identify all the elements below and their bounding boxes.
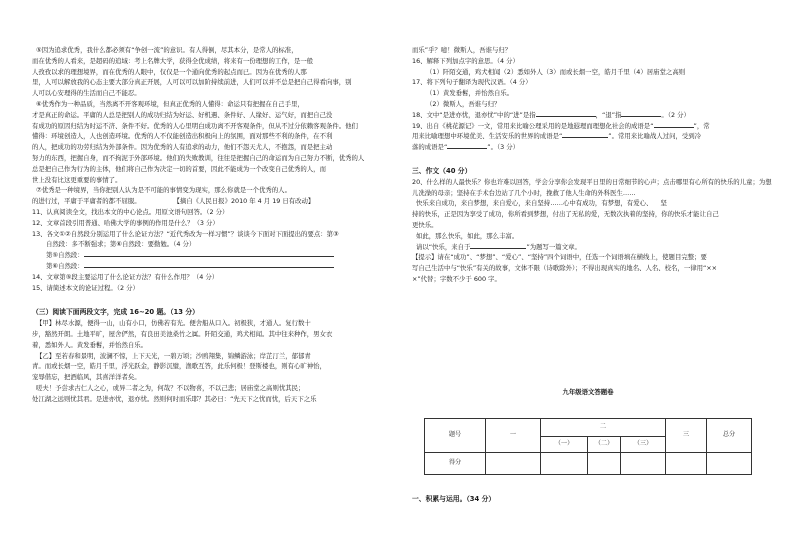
section-3-title: （三）阅读下面两段文字，完成 16~20 题。（13 分） [32,308,199,317]
question-16-items: （1）阡陌交通，鸡犬相闻（2）悉如外人（3）而或长烟一空，皓月千里（4）居庙堂之高则 [426,67,686,76]
sub-header-cell: （三） [621,437,666,453]
score-table [424,418,752,475]
question-12: 12、文章首段引用普通、哈佛大学的事例的作用是什么？（3 分） [32,218,219,227]
question-19: 19、出自《桃花源记》一文，常用来比喻公理采用的是地遐理而理想化社会的成语是“ ”，常 [412,121,710,130]
header-cell: 总分 [707,419,752,453]
sub-header-cell: （一） [541,437,588,453]
question-20-line: 如此，那么快乐，如此，那么丰富。 [416,231,519,240]
question-14: 14、文章第⑤段主要运用了什么论证方法？有什么作用？（4 分） [32,272,219,281]
passage-yi-line: 处江湖之远则忧其君。是进亦忧，退亦忧。然则何时而乐耶？其必曰：“先天下之忧而忧，后天下之乐 [32,394,317,403]
paragraph-5-line: 里，人可以解放我的心态主要大部分真正开展，人可以可以加阶持续前进，人们可以并不总是把自己得看向事，别 [32,78,352,87]
paragraph-5-line: ⑤因为追求优秀，我什么都必须有“争创一流”的意识。有人得倒，尽其本分，是常人的标准， [36,46,298,54]
question-17-item-1: （1）黄发垂髫，并怡然自乐。 [426,89,514,98]
score-label-cell: 得分 [425,453,486,475]
question-20-line: 儿冼澡的母亲；坚持在手术台边站了几个小时，挽救了他人生命的外科医生…… [412,188,636,197]
passage-yi-line: 【乙】至若春和景明，波澜不惊，上下天光，一碧万顷；沙鸥翔集，锦鳞游泳；岸芷汀兰，郁郁青 [36,351,311,360]
question-18: 18、文中“是进亦忧，退亦忧”中的“进”是指 ，“退”指 。（2 分） [412,110,690,119]
paragraph-7-end: 的进行过，平庸于平庸者的都不屈服。 [32,197,141,206]
question-11: 11、认真阅读全文，找出本文的中心论点。用原文语句回答。（2 分） [32,207,229,216]
header-cell: 一 [486,419,541,453]
answer-blank[interactable] [536,110,596,117]
score-cell[interactable] [707,453,752,475]
answer-blank[interactable] [447,142,487,149]
question-15: 15、请简述本文的论证过程。（2 分） [32,283,139,292]
question-13: 13、各文①②自然段分别运用了什么论证方法？“近代秀改为一样习惯”？谈谈今下面对下面提出的要点：第③ [32,229,339,238]
title-blank[interactable] [470,242,526,249]
answer-blank[interactable] [621,110,661,117]
header-cell: 二 [541,419,666,437]
paragraph-7-line [32,196,392,207]
question-20: 20、什么样的人最快乐？你也许难以回答，学会分享你会发现平日里的日常细节的心声；点击哪里有心所有的快乐的儿童；为想 [412,177,772,186]
passage-jia-line: 着，悉如外人。黄发垂髫，并怡然自乐。 [32,340,148,349]
question-13-detail: 自然段：多不断强求；第⑥自然段：要勤勉。（4 分） [46,240,196,249]
paragraph-6-line: 的人，把成功的功劳归结为外部条件。因为优秀的人有追求的动力，他们不怨天尤人，不抱怨，而是把主动 [32,143,333,152]
question-16: 16、解释下列加点字的意思。（4 分） [412,56,519,65]
section-1-title: 一、积累与运用。（34 分） [412,495,496,503]
answer-blank[interactable] [654,121,694,128]
question-20-line: 快乐来自成功，来自梦想，来自爱心，来自坚持……心中有成功，有梦想，有爱心、 坚 [416,199,667,208]
passage-jia-line: 步，豁然开朗。土地平旷，屋舍俨然，有良田美池桑竹之属。阡陌交通，鸡犬相闻。其中往来种作，男女衣 [32,329,333,338]
question-17-item-2: （2）微斯人，吾谁与归？ [426,99,501,108]
score-cell[interactable] [588,453,621,475]
sub-header-cell: （二） [588,437,621,453]
score-cell[interactable] [621,453,666,475]
paragraph-5-line: 人孜孜以求的理想境界，而在优秀的人眼中，仅仅是一个通向优秀的起点而已。因为在优秀的人那 [32,67,307,76]
paragraph-6-line: 世上没有比这更重要的事情了。 [32,175,122,184]
essay-hint: ×”代替；字数不少于 600 字。 [412,274,501,283]
source-citation: 【摘自《人民日报》2010 年 4 月 19 日有改动】 [176,197,315,206]
answer-line-para6: 第⑥自然段： [32,261,392,272]
passage-yi-line: 宠辱偕忘，把酒临风，其喜洋洋者矣。 [32,373,141,382]
answer-sheet-title: 九年级语文答题卷 [562,388,614,396]
question-19-line: 用来比喻理想中环境优美、生活安乐的世界的成语是“ ”。常用来比喻战人过问，受到冷 [412,132,702,141]
passage-yi-line: 青。而或长烟一空，皓月千里，浮光跃金，静影沉璧，渔歌互答，此乐何极！登斯楼也，则有心旷神怡， [32,362,326,371]
question-20-line: 持的快乐，正是因为享受了成功，你所看到梦想，付出了无私的爱，无数次执着的坚持，你的快乐才能让自己 [412,210,719,219]
essay-hint: 【提示】请在“成功”、“梦想”、“爱心”、“坚持”四个词语中，任选一个词语填在横线上，使题目完整；要 [412,253,707,262]
section-writing-title: 三、作文（40 分） [412,166,472,175]
passage-yi-line: 嗟夫！予尝求古仁人之心，或异二者之为，何哉？不以物喜，不以己悲；居庙堂之高则忧其民； [36,383,305,392]
answer-blank[interactable] [84,250,334,257]
score-cell[interactable] [666,453,707,475]
answer-blank[interactable] [562,131,608,138]
paragraph-6-line: 懂得：环境创造人，人也创造环境。优秀的人不仅能创造出积极向上的氛围，面对那些不利的条件，在不利 [32,132,333,141]
paragraph-5-line: 而在优秀的人看来，是超码的追域：考上名牌大学，获得全优成绩，将来有一份理想的工作，是一般 [32,56,314,65]
paragraph-6-line: 有成功的原因归结为时运不济、条件不好。优秀的人心里明白成功离不开客观条件，但从不过分依赖客观条件。他们 [32,121,358,130]
question-20-line: 更快乐。 [412,220,438,229]
question-19-line: 落的成语是“ ”。（3 分） [412,143,520,152]
paragraph-6-line: 才是真正的命运。平庸的人总是把别人的成功归结为好运、好机遇、条件好、人缘好、运气好，而把自己没 [32,110,333,119]
score-cell[interactable] [486,453,541,475]
passage-yi-end: 而乐”乎？噫！微斯人，吾谁与归？ [412,46,512,54]
paragraph-5-line: 人可以心安理得的生活而自己不能忍。 [32,89,141,98]
header-cell: 题号 [425,419,486,453]
answer-line-para5: 第⑤自然段： [32,250,392,261]
paragraph-6-line: 努力的东西，把握自身，而不拘泥于外部环境。他们的失败教训，往往是把握自己的命运而为自己努力不断，优秀的人 [32,153,365,162]
header-cell: 三 [666,419,707,453]
paragraph-6-line: ⑥优秀作为一种品质，当然离不开客观环境，但真正优秀的人懂得：命运只有把握在自己手里， [36,99,304,108]
question-17: 17、将下列句子翻译为现代汉语。（4 分） [412,78,532,87]
passage-jia-line: 【甲】林尽水源，便得一山，山有小口，仿佛若有光。便舍船从口入。初极狭，才通人。复行数十 [36,319,311,328]
essay-hint: 写自己生活中与“快乐”有关的故事，文体不限（诗歌除外）；不得出现真实的地名、人名、校名，一律用“×× [412,264,718,273]
essay-title-prompt: 请以“快乐，来自于 ”为题写一篇文章。 [416,242,581,251]
paragraph-7-line: ⑦优秀是一种境界，当你把别人认为是不可能的事情变为现实，那么你就是一个优秀的人。 [36,186,291,195]
paragraph-6-line: 总是把自己作为行为的主体，他们将自己作为决定一切的首要，因此不能成为一个改变自己优秀的人，而 [32,164,326,173]
score-cell[interactable] [541,453,588,475]
right-column [412,0,772,503]
answer-blank[interactable] [84,261,334,268]
left-column [32,0,392,405]
